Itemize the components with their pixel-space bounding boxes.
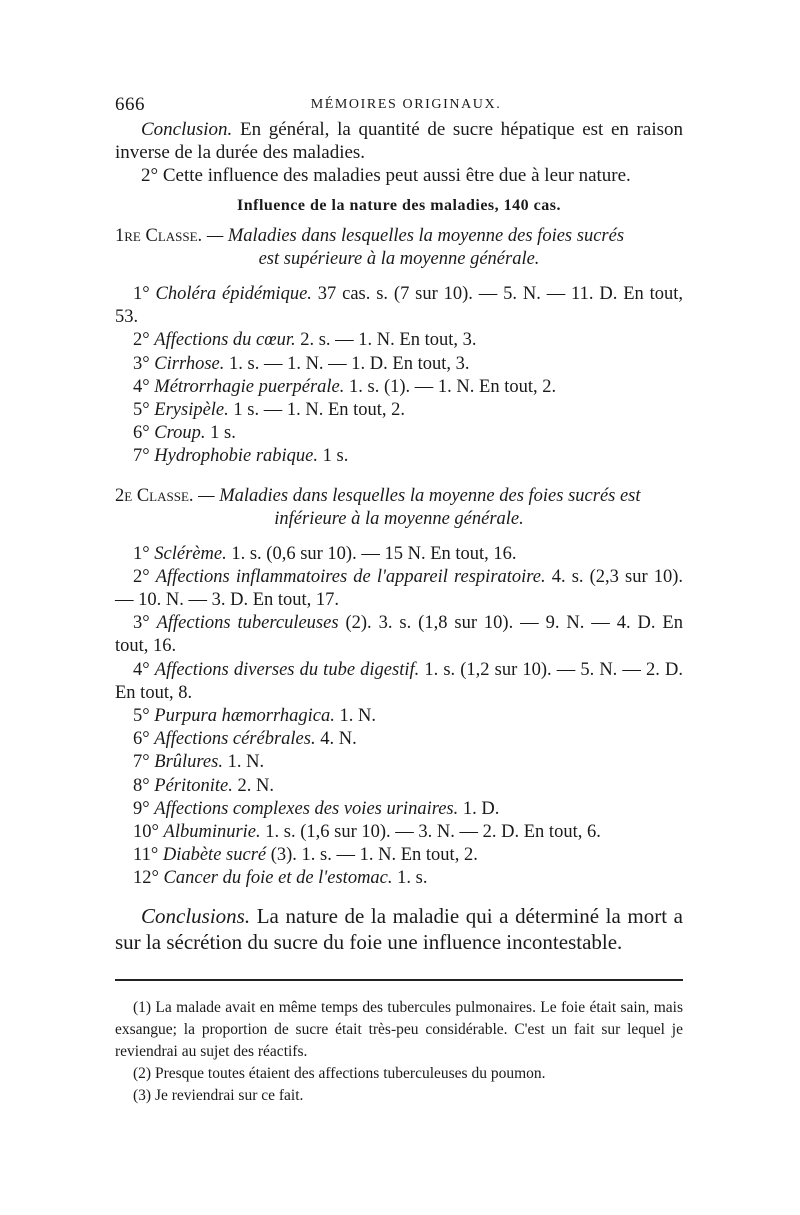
conclusion-text: En général, la quantité de sucre hépatique est en raison inverse de la durée des maladies. (115, 119, 683, 163)
class-1-list (115, 283, 683, 469)
class-1-heading (115, 225, 683, 271)
list-item (115, 775, 683, 798)
list-item (115, 705, 683, 728)
list-item (115, 728, 683, 751)
case-counts: (2). 3. s. (1,8 sur 10). — 9. N. — 4. D. En tout, 16. (115, 613, 683, 657)
intro-point-2: 2° Cette influence des maladies peut aussi être due à leur nature. (141, 165, 631, 186)
page-number: 666 (115, 94, 145, 115)
class-2-definition-line1: — Maladies dans lesquelles la moyenne des foies sucrés est (193, 485, 641, 506)
list-item (115, 543, 683, 566)
case-counts: 1. s. (1,2 sur 10). — 5. N. — 2. D. En tout, 8. (115, 659, 683, 703)
item-number: 7° (133, 752, 155, 773)
disease-name: Sclérème. (154, 543, 227, 564)
list-item (115, 283, 683, 329)
intro-conclusion (115, 118, 683, 164)
list-item (115, 445, 683, 468)
disease-name: Hydrophobie rabique. (154, 446, 319, 467)
case-counts: 1. s. (392, 868, 428, 889)
item-number: 6° (133, 729, 155, 750)
disease-name: Affections diverses du tube digestif. (154, 659, 420, 680)
item-number: 3° (133, 353, 155, 374)
running-head: MÉMOIRES ORIGINAUX. (310, 97, 502, 112)
list-item (115, 353, 683, 376)
case-counts: 2. s. — 1. N. En tout, 3. (295, 330, 477, 351)
list-item (115, 844, 683, 867)
final-conclusion-lead: Conclusions. (141, 903, 251, 928)
final-conclusion (115, 903, 683, 955)
list-item (115, 798, 683, 821)
item-number: 6° (133, 423, 155, 444)
item-number: 5° (133, 400, 155, 421)
case-counts: 1. s. (1,6 sur 10). — 3. N. — 2. D. En tout, 6. (260, 822, 601, 843)
case-counts: 1. s. — 1. N. — 1. D. En tout, 3. (224, 353, 470, 374)
disease-name: Affections cérébrales. (154, 729, 316, 750)
document-page (115, 94, 683, 1107)
disease-name: Diabète sucré (162, 845, 267, 866)
case-counts: 1. D. (458, 798, 500, 819)
list-item (115, 751, 683, 774)
disease-name: Affections complexes des voies urinaires. (154, 798, 459, 819)
section-title: Influence de la nature des maladies, 140 cas. (237, 197, 561, 214)
case-counts: 1. s. (1). — 1. N. En tout, 2. (344, 376, 557, 397)
class-2-list (115, 543, 683, 891)
case-counts: 4. s. (2,3 sur 10). — 10. N. — 3. D. En tout, 17. (115, 566, 683, 611)
class-1-label: 1re Classe. (115, 226, 203, 246)
case-counts: 1. N. (222, 752, 265, 773)
class-2-definition-line2: inférieure à la moyenne générale. (274, 508, 524, 529)
disease-name: Métrorrhagie puerpérale. (154, 376, 345, 397)
disease-name: Croup. (154, 423, 206, 444)
item-number: 7° (133, 446, 155, 467)
item-number: 3° (133, 613, 157, 634)
item-number: 9° (133, 798, 155, 819)
page-header (115, 94, 683, 118)
footnotes (115, 997, 683, 1107)
footnote-2: (2) Presque toutes étaient des affections tuberculeuses du poumon. (133, 1064, 546, 1082)
list-item (115, 867, 683, 890)
item-number: 10° (133, 822, 164, 843)
item-number: 2° (133, 330, 155, 351)
disease-name: Affections du cœur. (154, 330, 296, 351)
case-counts: 1 s. (318, 446, 349, 467)
disease-name: Péritonite. (154, 775, 233, 796)
class-1-definition-line1: — Maladies dans lesquelles la moyenne des foies sucrés (202, 226, 625, 246)
case-counts: 37 cas. s. (7 sur 10). — 5. N. — 11. D. En tout, 53. (115, 284, 684, 328)
final-conclusion-text: La nature de la maladie qui a déterminé la mort a sur la sécrétion du sucre du foie une influence incontestable. (115, 903, 683, 954)
item-number: 12° (133, 868, 164, 889)
case-counts: (3). 1. s. — 1. N. En tout, 2. (266, 845, 478, 866)
list-item (115, 821, 683, 844)
case-counts: 1 s. (205, 423, 236, 444)
conclusion-lead: Conclusion. (141, 119, 233, 140)
class-1-definition-line2: est supérieure à la moyenne générale. (258, 249, 540, 269)
item-number: 1° (133, 543, 155, 564)
class-2-heading (115, 485, 683, 531)
case-counts: 1. s. (0,6 sur 10). — 15 N. En tout, 16. (226, 543, 517, 564)
disease-name: Affections tuberculeuses (156, 613, 339, 634)
disease-name: Choléra épidémique. (155, 284, 312, 304)
disease-name: Cancer du foie et de l'estomac. (163, 868, 393, 889)
list-item (115, 612, 683, 658)
list-item (115, 329, 683, 352)
item-number: 2° (133, 566, 156, 587)
list-item (115, 422, 683, 445)
list-item (115, 376, 683, 399)
case-counts: 1. N. (334, 706, 376, 727)
list-item (115, 399, 683, 422)
list-item (115, 659, 683, 705)
case-counts: 1 s. — 1. N. En tout, 2. (228, 400, 406, 421)
disease-name: Cirrhose. (154, 353, 225, 374)
item-number: 1° (133, 284, 156, 304)
item-number: 11° (133, 845, 163, 866)
case-counts: 4. N. (315, 729, 357, 750)
disease-name: Affections inflammatoires de l'appareil respiratoire. (155, 566, 546, 587)
item-number: 4° (133, 659, 155, 680)
item-number: 5° (133, 706, 155, 727)
list-item (115, 566, 683, 612)
case-counts: 2. N. (232, 775, 275, 796)
disease-name: Albuminurie. (163, 822, 261, 843)
class-2-label: 2e Classe. (115, 485, 194, 506)
footnote-3: (3) Je reviendrai sur ce fait. (133, 1086, 304, 1104)
item-number: 4° (133, 376, 155, 397)
footnote-divider (115, 979, 683, 981)
disease-name: Brûlures. (154, 752, 223, 773)
disease-name: Erysipèle. (154, 400, 229, 421)
footnote-1: (1) La malade avait en même temps des tubercules pulmonaires. Le foie était sain, mais exsangue; la proportion de sucre était très-peu considérable. C'est un fait sur lequel je reviendrai au sujet des réactifs. (115, 998, 683, 1060)
item-number: 8° (133, 775, 155, 796)
disease-name: Purpura hæmorrhagica. (154, 706, 335, 727)
